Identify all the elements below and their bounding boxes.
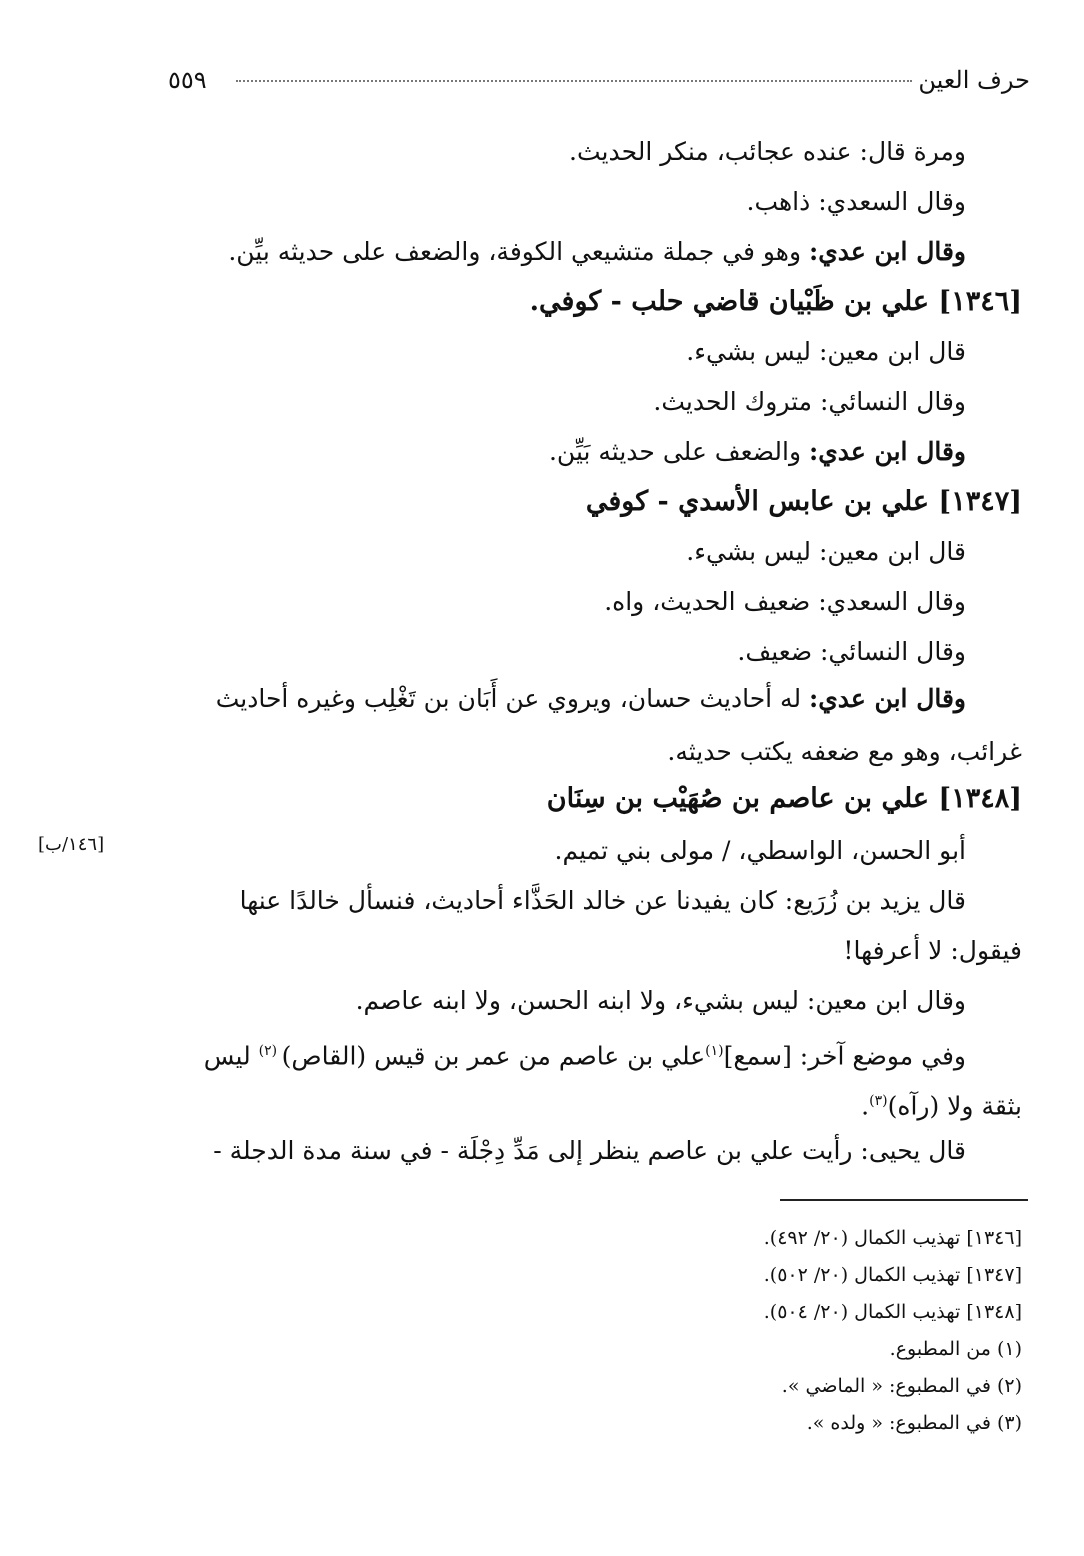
text-line (747, 185, 967, 219)
footnote: [١٣٤٧] تهذيب الكمال (٢٠/ ٥٠٢). (763, 1264, 1022, 1286)
entry-heading-1347 (586, 485, 1022, 519)
line-text: غرائب، وهو مع ضعفه يكتب حديثه. (667, 737, 1022, 766)
line-text: . (861, 1091, 870, 1121)
line-text: والضعف على حديثه بَيِّن. (548, 437, 810, 466)
footnote: [١٣٤٦] تهذيب الكمال (٢٠/ ٤٩٢). (763, 1227, 1022, 1249)
footnote: (١) من المطبوع. (889, 1338, 1022, 1360)
speaker-label: وقال ابن عدي: (809, 684, 966, 713)
text-line (653, 385, 966, 419)
footnote-separator (780, 1199, 1028, 1201)
speaker-label: وقال ابن عدي: (809, 437, 966, 466)
line-text: له أحاديث حسان، ويروي عن أَبَان بن تَغْلِب وغيره أحاديث (215, 684, 810, 713)
line-text: قال ابن معين: ليس بشيء. (686, 537, 966, 566)
entry-title: [١٣٤٦] علي بن ظَبْيان قاضي حلب - كوفي. (529, 286, 1022, 317)
text-line (555, 834, 966, 868)
text-line (213, 1134, 966, 1168)
line-text: علي بن عاصم من عمر بن قيس (القاص) (281, 1041, 706, 1071)
line-text: وقال النسائي: متروك الحديث. (653, 387, 966, 416)
line-text: بثقة ولا (رآه) (887, 1091, 1022, 1121)
line-text: أبو الحسن، الواسطي، / مولى بني تميم. (554, 836, 966, 865)
manuscript-folio-marker: [١٤٦/ب] (38, 834, 105, 855)
footnote-marker: (٣) (869, 1093, 888, 1109)
entry-title: [١٣٤٧] علي بن عابس الأسدي - كوفي (585, 486, 1022, 517)
text-line (228, 235, 966, 269)
text-line (216, 682, 966, 716)
page-number: ٥٥٩ (168, 66, 207, 94)
text-line (549, 435, 966, 469)
line-text: فيقول: لا أعرفها! (843, 936, 1022, 965)
text-line (356, 984, 966, 1018)
speaker-label: وقال ابن عدي: (809, 237, 966, 266)
text-line (204, 1034, 966, 1073)
line-text: قال يزيد بن زُرَيع: كان يفيدنا عن خالد الحَذَّاء أحاديث، فنسأل خالدًا عنها (239, 886, 966, 915)
footnote: [١٣٤٨] تهذيب الكمال (٢٠/ ٥٠٤). (763, 1301, 1022, 1323)
text-line (843, 934, 1022, 968)
line-text: قال يحيى: رأيت علي بن عاصم ينظر إلى مَدِّ دِجْلَة - في سنة مدة الدجلة - (213, 1136, 966, 1165)
line-text: وهو في جملة متشيعي الكوفة، والضعف على حديثه بيِّن. (228, 237, 810, 266)
header-rule (236, 80, 912, 82)
running-header (168, 66, 1030, 102)
entry-heading-1348 (547, 782, 1022, 816)
chapter-title: حرف العين (918, 66, 1030, 94)
footnote-marker: (١) (705, 1043, 724, 1059)
text-line (737, 635, 966, 669)
line-text: وقال السعدي: ذاهب. (746, 187, 966, 216)
text-line (604, 585, 966, 619)
line-text: وقال السعدي: ضعيف الحديث، واه. (604, 587, 966, 616)
text-line (861, 1084, 1022, 1123)
entry-title: [١٣٤٨] علي بن عاصم بن صُهَيْب بن سِنَان (546, 783, 1022, 814)
footnote-marker: (٢) (258, 1043, 282, 1059)
text-line (686, 335, 966, 369)
line-text: ليس (203, 1041, 259, 1071)
entry-heading-1346 (530, 285, 1022, 319)
text-line (569, 135, 966, 169)
line-text: وقال ابن معين: ليس بشيء، ولا ابنه الحسن، ولا ابنه عاصم. (355, 986, 966, 1015)
text-line (686, 535, 966, 569)
line-text: ومرة قال: عنده عجائب، منكر الحديث. (569, 137, 966, 166)
footnote: (٣) في المطبوع: « ولده ». (806, 1412, 1022, 1434)
footnote: (٢) في المطبوع: « الماضي ». (781, 1375, 1022, 1397)
line-text: وقال النسائي: ضعيف. (737, 637, 966, 666)
line-text: وفي موضع آخر: [سمع] (723, 1041, 966, 1071)
text-line (667, 735, 1022, 769)
text-line (240, 884, 966, 918)
line-text: قال ابن معين: ليس بشيء. (686, 337, 966, 366)
